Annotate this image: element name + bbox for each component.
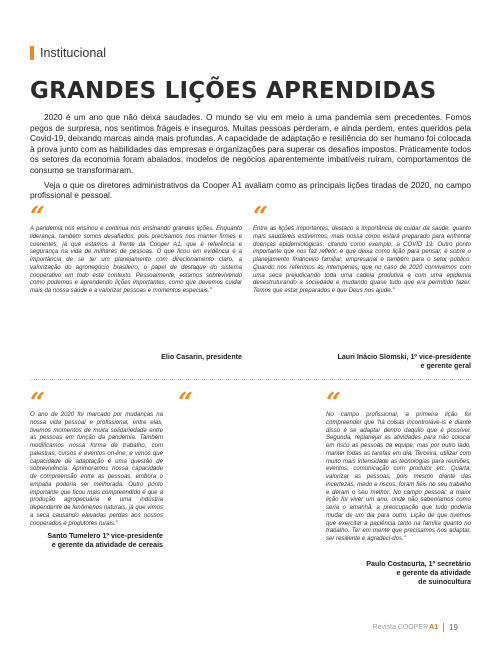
intro-paragraph-1: 2020 é um ano que não deixa saudades. O mundo se viu em meio a uma pandemia sem precedentes. Fomos pegos de surpresa, nos sentimos frágeis e inseguros. Muitas pessoas perderam, e ainda perdem, entes queridos pela Covid-19, deixando marcas ainda mais profundas. A capacidade de adaptação e resiliência do ser humano foi colocada à prova junto com as habilidades das empresas e organizações para superar os desafios impostos. Praticamente todos os setores da economia foram abalados, modelos de negócios aparentemente imbatíveis ruíram, comportamentos de consumo se transformaram. [30,112,471,175]
author-lauri-line2: e gerente geral [420,362,471,370]
page-footer [373,623,458,632]
quote-mark-icon: “ [178,388,193,418]
quote-paulo [326,388,471,544]
quote-mark-icon: “ [30,388,45,418]
author-santo-line1: Santo Tumelero 1º vice-presidente [47,532,163,540]
author-elio: Elio Casarin, presidente [161,353,242,361]
author-santo [47,532,163,550]
quote-santo [30,388,163,528]
author-lauri [338,353,471,371]
quote-clovanir [178,388,311,418]
author-paulo-line2: e gerente da atividade [396,569,471,577]
footer-separator [443,623,444,632]
quote-elio-text: A pandemia nos ensinou e continua nos ensinando grandes lições. Enquanto liderança, também somos desafiados, pois precisamos nos manter firmes e coerentes, já que estamos à frente da Cooper A1, que é referência e segurança na vida de milhares de pessoas. O que ficou em evidência é a importância de se ter um planejamento com direcionamento claro, a valorização do agronegócio brasileiro, o papel de destaque do sistema cooperativo em todo este contexto. Pessoalmente, estamos sobrevivendo como podemos e aprendendo lições importantes, como que devemos cuidar mais da nossa saúde e a valorizar pessoas e momentos especiais." [30,226,242,294]
quote-elio [30,202,242,296]
quote-lauri [253,202,471,296]
section-accent-bar [30,46,34,60]
quote-paulo-text: No campo profissional, a primeira lição foi compreender que 'há coisas incontroláve-is e diante disso é se adaptar dentro daquilo que é possível. Segunda, replanejar as atividades para não colocar em risco as pessoas da equipe, mas por outro lado, manter todas as tarefas em dia. Terceira, utilizar com muito mais intensidade as tecnologias para reuniões, eventos, comunicação com produtor etc. Quarta, valorizar as pessoas, pois mesmo diante das incertezas, medo e riscos, foram fiéis no seu trabalho e deram o seu melhor. No campo pessoal: a maior lição foi viver um ano, onde não sabeníamos como seria o amanhã, a preocupação que tudo poderia mudar de um dia para outro. Lição de que tivemos que exercitar a paciência tanto na família quanto no trabalho. Ter em mente que precisamos nos adaptar, ser resiliente e agradeci-dos." [326,412,471,542]
headline: GRANDES LIÇÕES APRENDIDAS [30,78,437,104]
footer-magazine: Revista COOPER [372,624,429,631]
author-paulo-line3: de suinocultura [418,578,471,586]
section-divider [30,379,471,380]
author-paulo [366,560,471,587]
quote-santo-text: O ano de 2020 foi marcado por mudanças na nossa vida pessoal e profissional, entre elas, tivemos momentos de muita solidariedade entre as pessoas em função da pandemia. Também modificamos nossa forma de trabalho, com palestras, cursos e eventos on-line, e vimos que capacidade de adaptação é uma questão de sobrevivência. Aprimoramos nossa capacidade de compreensão entre as pessoas, embora o empatia poderia ser melhorada. Outro ponto importante que ficou mais compreendido é que a produção agropecuária é uma indústria dependente de fenômenos naturais, já que vimos a seca causando elevadas perdas aos nossos cooperados e produtores rurais." [30,412,163,527]
author-lauri-line1: Lauri Inácio Slomski, 1º vice-presidente [337,353,471,361]
quote-mark-icon: “ [30,202,45,232]
intro-paragraph-2: Veja o que os diretores administrativos da Cooper A1 avaliam como as principais lições tiradas de 2020, no campo profissional e pessoal. [30,179,471,201]
page-number: 19 [449,623,458,632]
footer-brand: A1 [429,624,439,631]
section-label: Institucional [40,46,107,60]
section-tag [30,46,106,60]
author-paulo-line1: Paulo Costacurta, 1º secretário [366,560,471,568]
intro-text [30,112,471,205]
quote-lauri-text: Entre as lições importantes, destaco a importância de cuidar da saúde, quanto mais saudáveis estivermos, mais nossa corpo estará preparado para enfrentar doenças epidemiológicas, citando como exemplo, a COVID 19. Outro ponto importante que nos faz refletir, e que deixa como lição para pensar, é sobre o planejamento financeiro familiar, empresarial e também para o setor público. Quando nos referimos às intempéries, que no caso de 2020 convivemos com uma seca prejudicando toda uma cadeia produtiva e com uma epidemia desestruturando a sociedade e mudando quase tudo que era permitido fazer. Temos que estar preparados e que Deus nos ajude." [253,226,471,294]
quote-mark-icon: “ [253,202,268,232]
quote-mark-icon: “ [326,388,341,418]
author-santo-line2: e gerente da atividade de cereais [51,541,163,549]
